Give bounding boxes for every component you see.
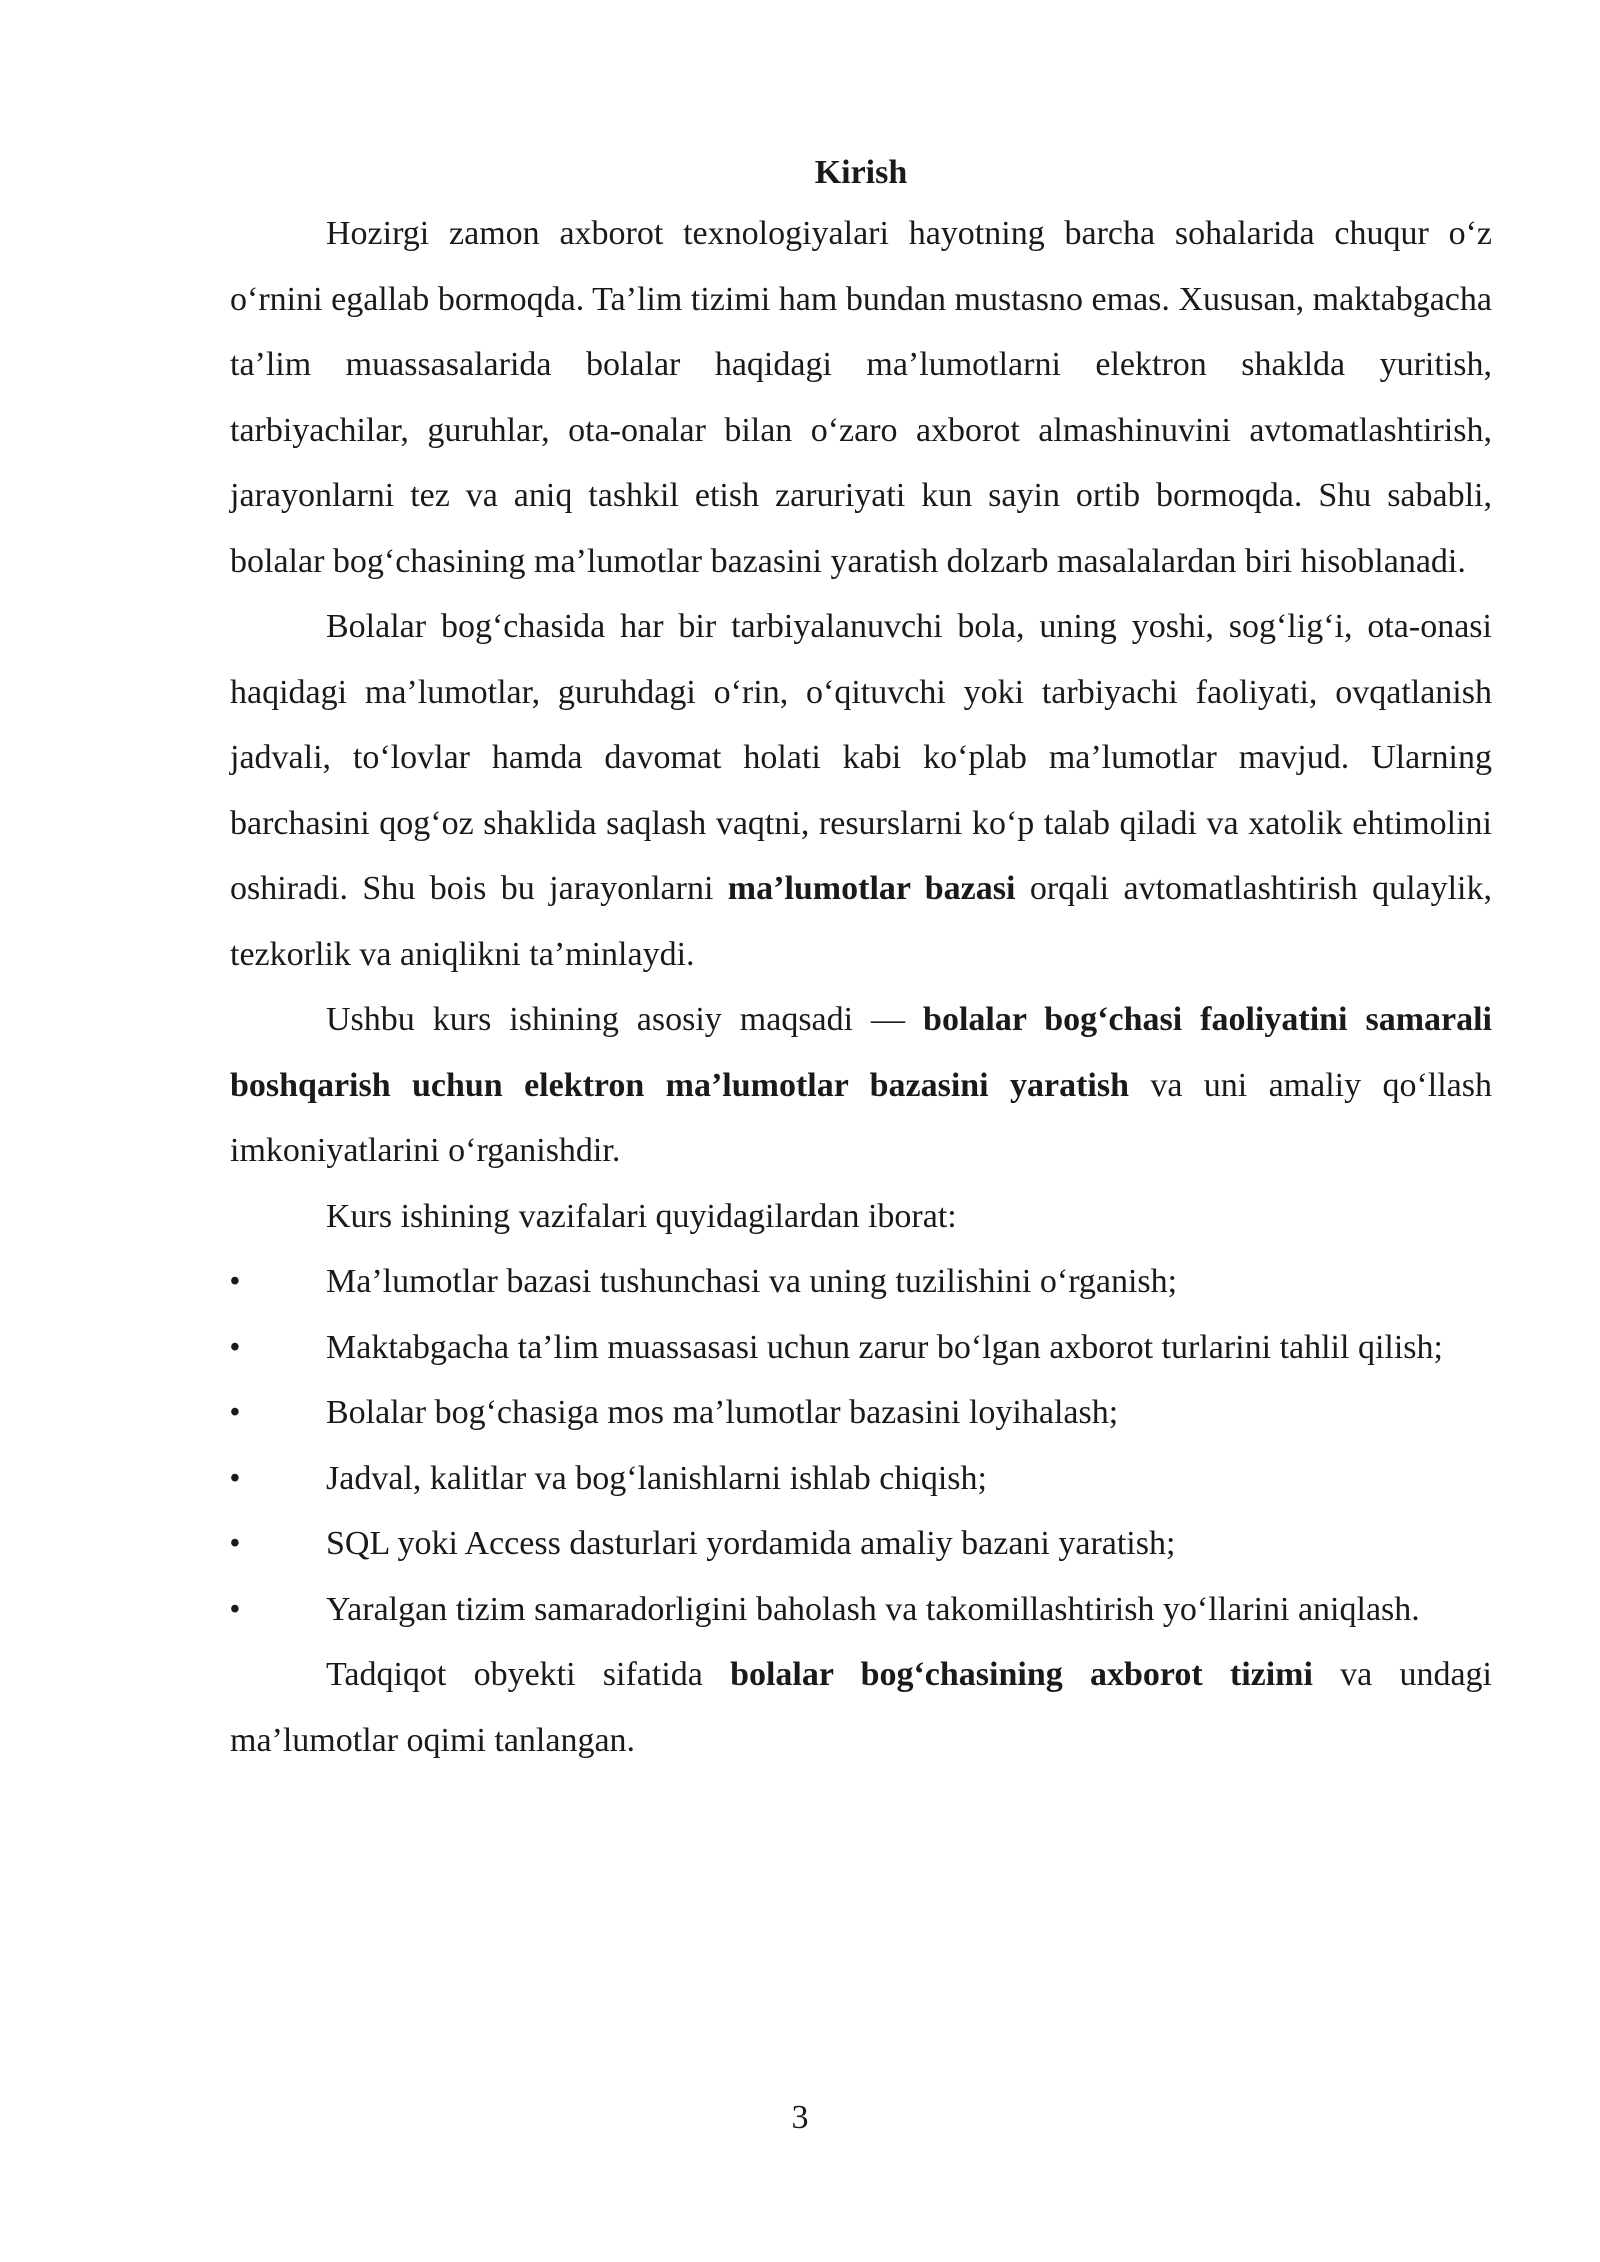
list-item-text: Yaralgan tizim samaradorligini baholash va takomillashtirish yo‘llarini aniqlash. (326, 1590, 1420, 1628)
paragraph-research-object (230, 1642, 1492, 1773)
paragraph-bold-object: bolalar bog‘chasining axborot tizimi (730, 1656, 1313, 1693)
paragraph-goal (230, 987, 1492, 1184)
list-item-text: Maktabgacha ta’lim muassasasi uchun zarur bo‘lgan axborot turlarini tahlil qilish; (326, 1328, 1443, 1366)
list-item-text: SQL yoki Access dasturlari yordamida amaliy bazani yaratish; (326, 1525, 1176, 1562)
list-item (230, 1380, 1492, 1446)
paragraph-data-description (230, 594, 1492, 987)
paragraph-text: Ushbu kurs ishining asosiy maqsadi — (326, 1001, 924, 1038)
paragraph-intro: Hozirgi zamon axborot texnologiyalari hayotning barcha sohalarida chuqur o‘z o‘rnini egallab bormoqda. Ta’lim tizimi ham bundan mustasno emas. Xususan, maktabgacha ta’lim muassasalarida bolalar haqidagi ma’lumotlarni elektron shaklda yuritish, tarbiyachilar, guruhlar, ota-onalar bilan o‘zaro axborot almashinuvini avtomatlashtirish, jarayonlarni tez va aniq tashkil etish zaruriyati kun sayin ortib bormoqda. Shu sababli, bolalar bog‘chasining ma’lumotlar bazasini yaratish dolzarb masalalardan biri hisoblanadi. (230, 215, 1492, 580)
paragraph-text: Tadqiqot obyekti sifatida (326, 1656, 731, 1693)
list-item (230, 1577, 1492, 1643)
paragraph-text: Bolalar bog‘chasida har bir tarbiyalanuvchi bola, uning yoshi, sog‘lig‘i, ota-onasi haqidagi ma’lumotlar, guruhdagi o‘rin, o‘qituvchi yoki tarbiyachi faoliyati, ovqatlanish jadvali, to‘lovlar hamda davomat holati kabi ko‘plab ma’lumotlar mavjud. Ularning barchasini qog‘oz shaklida saqlash vaqtni, resurslarni ko‘p talab qiladi va xatolik ehtimolini oshiradi. Shu bois bu jarayonlarni (230, 608, 1492, 907)
paragraph-text: orqali avtomatlashtirish qulaylik, tezkorlik va aniqlikni ta’minlaydi. (230, 870, 1493, 973)
bullet-icon: • (230, 1331, 240, 1363)
list-item-text: Jadval, kalitlar va bog‘lanishlarni ishlab chiqish; (326, 1459, 987, 1497)
document-page (230, 145, 1492, 1773)
list-item (230, 1446, 1492, 1512)
bullet-icon: • (230, 1593, 240, 1625)
list-item (230, 1249, 1492, 1315)
bullet-icon: • (230, 1462, 240, 1494)
paragraph-text: va uni amaliy qo‘llash imkoniyatlarini o‘rganishdir. (230, 1066, 1492, 1169)
bullet-icon: • (230, 1397, 240, 1428)
list-item-text: Bolalar bog‘chasiga mos ma’lumotlar bazasini loyihalash; (326, 1394, 1119, 1431)
paragraph-bold-goal: bolalar bog‘chasi faoliyatini samarali boshqarish uchun elektron ma’lumotlar bazasini yaratish (230, 1001, 1492, 1104)
paragraph-text: va undagi ma’lumotlar oqimi tanlangan. (230, 1656, 1493, 1759)
paragraph-bold-term: ma’lumotlar bazasi (727, 870, 1016, 907)
bullet-icon: • (230, 1528, 240, 1559)
bullet-icon: • (230, 1266, 240, 1297)
list-item-text: Ma’lumotlar bazasi tushunchasi va uning tuzilishini o‘rganish; (326, 1263, 1178, 1300)
list-item (230, 1511, 1492, 1577)
tasks-list (230, 1249, 1492, 1642)
section-title: Kirish (814, 154, 908, 191)
page-number: 3 (791, 2099, 809, 2136)
list-item (230, 1315, 1492, 1381)
paragraph-tasks-intro: Kurs ishining vazifalari quyidagilardan iborat: (326, 1197, 957, 1235)
